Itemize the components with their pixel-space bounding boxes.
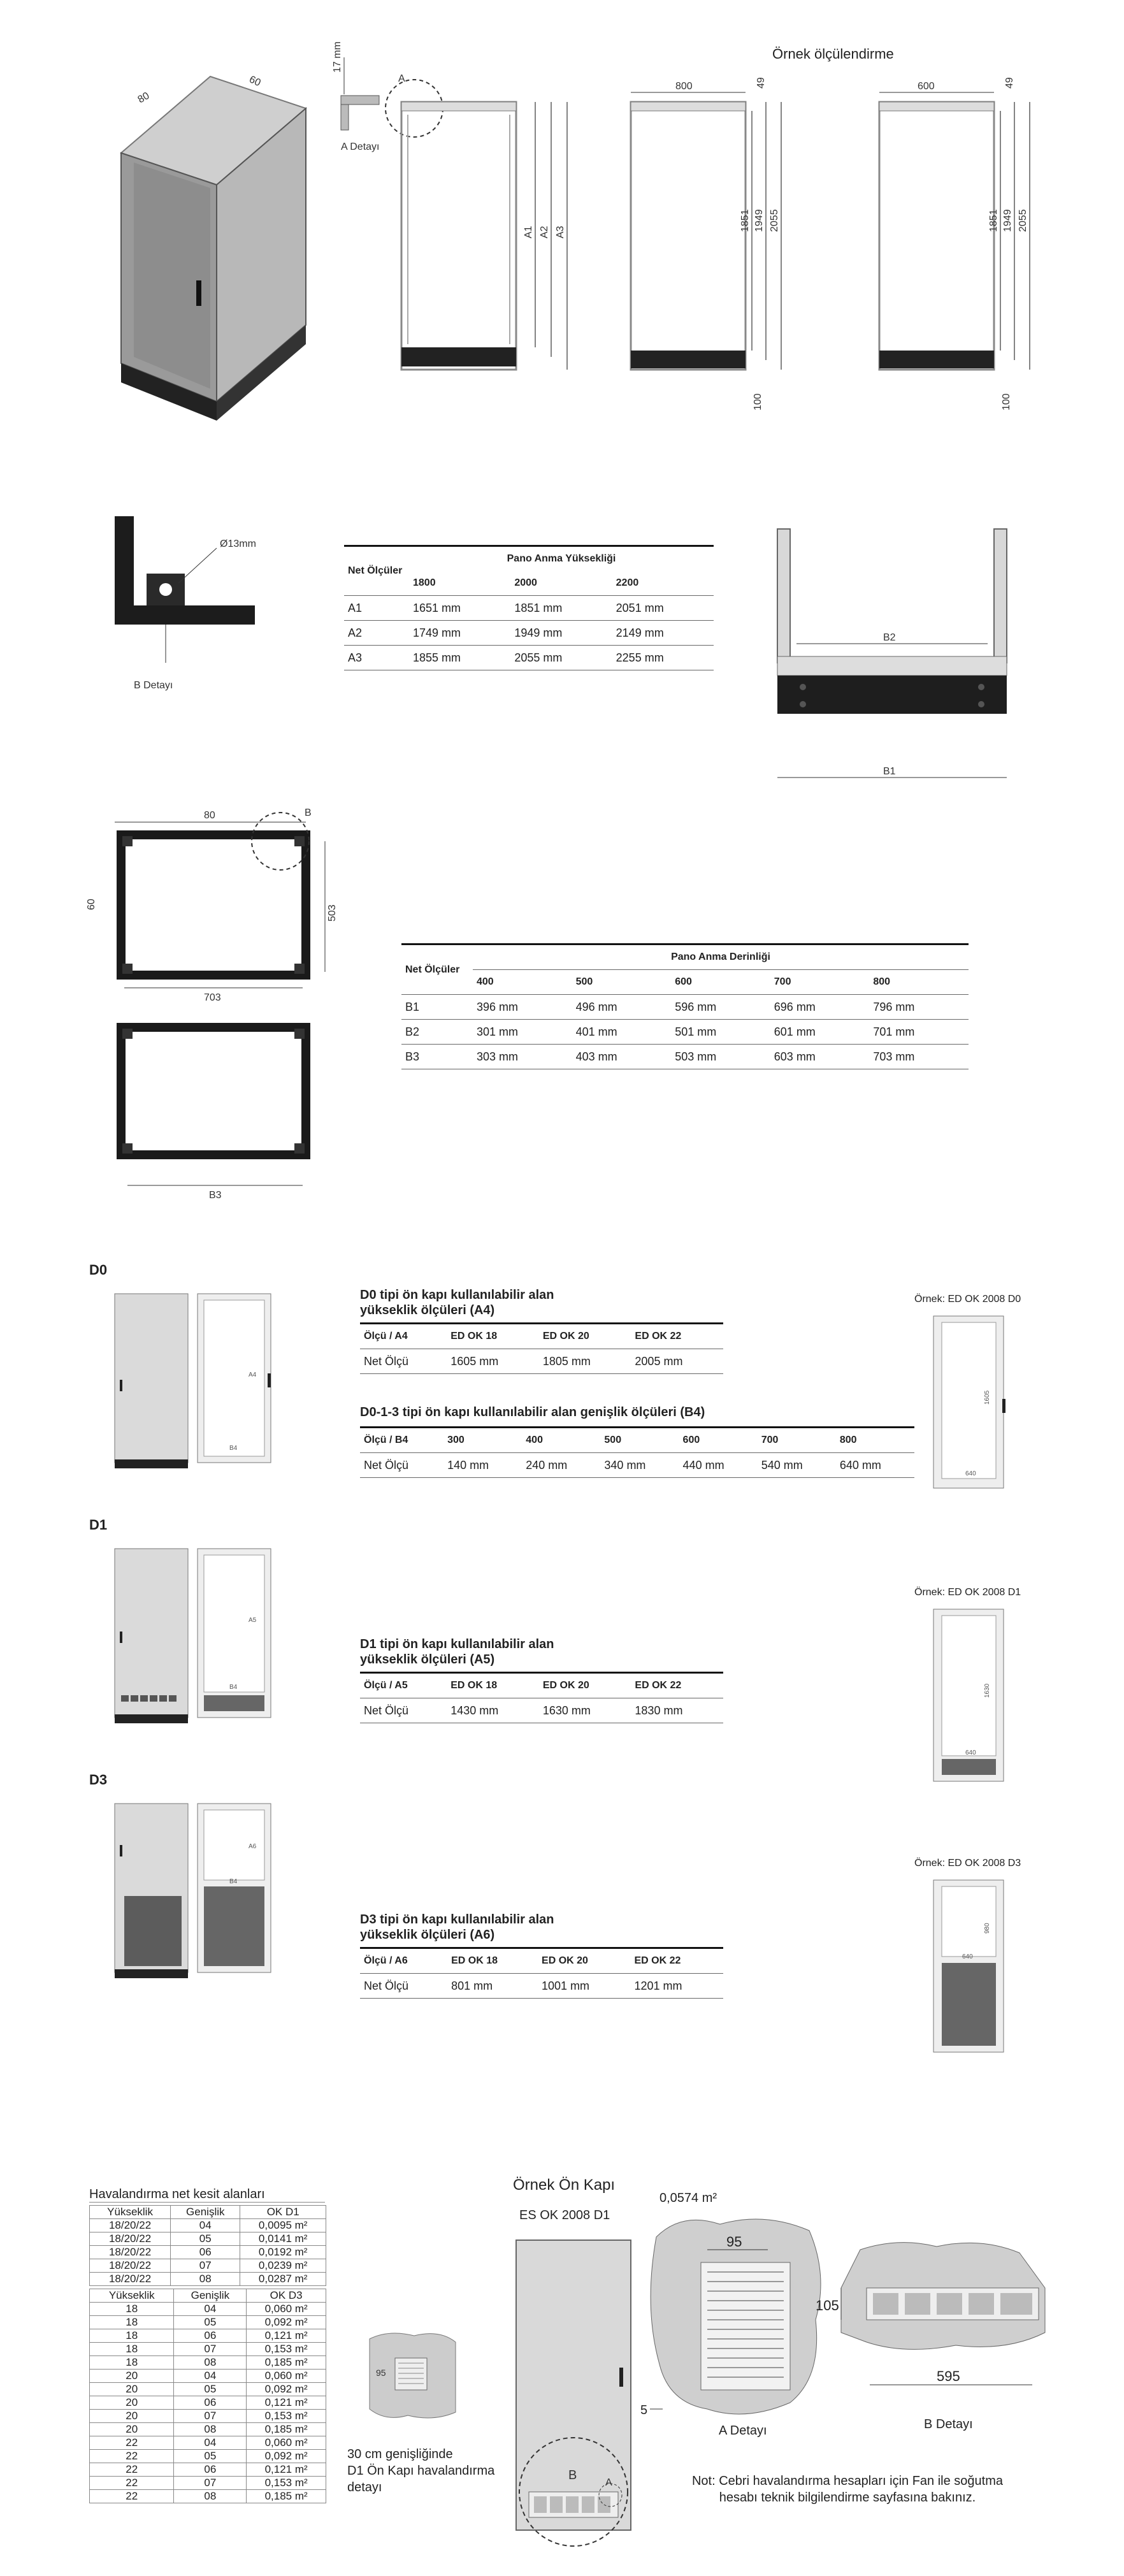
plan-depth-label: 60 xyxy=(86,899,97,910)
b-detail-595: 595 xyxy=(937,2368,960,2384)
d1-example-door xyxy=(930,1606,1020,1784)
a-detail-95: 95 xyxy=(726,2234,742,2250)
svg-text:2055: 2055 xyxy=(769,209,780,232)
svg-text:49: 49 xyxy=(1004,77,1015,89)
example-door-title: Örnek Ön Kapı xyxy=(513,2176,616,2194)
svg-text:49: 49 xyxy=(756,77,767,89)
d0-height-table: Ölçü / A4 ED OK 18 ED OK 20 ED OK 22 Net Ölçü 1605 mm 1805 mm 2005 mm xyxy=(360,1322,723,1374)
svg-text:A1: A1 xyxy=(523,226,534,238)
svg-text:640: 640 xyxy=(962,1953,973,1960)
vent-small-detail xyxy=(363,2326,465,2428)
front-view-600 xyxy=(867,70,1058,427)
side-view-base xyxy=(771,523,1026,797)
plan-b3-label: B3 xyxy=(209,1190,222,1201)
plan-503-label: 503 xyxy=(327,904,338,922)
a-17mm-label: 17 mm xyxy=(332,41,343,73)
a-detail-drawing xyxy=(640,2211,835,2441)
b-detail-vent-drawing xyxy=(816,2237,1070,2441)
svg-text:1851: 1851 xyxy=(740,209,751,232)
d0-width-table: Ölçü / B4 300 400 500 600 700 800 Net Ölçü 140 mm 240 mm 340 mm 440 mm 540 mm 640 mm xyxy=(360,1426,914,1478)
d1-title-2: yükseklik ölçüleri (A5) xyxy=(360,1653,495,1667)
example-door-area: 0,0574 m² xyxy=(659,2191,717,2205)
example-door-model: ES OK 2008 D1 xyxy=(519,2208,610,2222)
d1-label: D1 xyxy=(89,1517,108,1533)
b1-label: B1 xyxy=(883,766,896,777)
vent-caption-2: D1 Ön Kapı havalandırma xyxy=(347,2464,495,2478)
d1-height-table: Ölçü / A5 ED OK 18 ED OK 20 ED OK 22 Net Ölçü 1430 mm 1630 mm 1830 mm xyxy=(360,1672,723,1723)
cabinet-isometric xyxy=(96,45,325,427)
height-table: Net Ölçüler Pano Anma Yüksekliği 1800 2000 2200 A1 1651 mm 1851 mm 2051 mm A2 1749 mm 1949 mm 2149 mm A3 1855 mm 2055 mm 2255 mm xyxy=(344,545,714,670)
svg-text:95: 95 xyxy=(376,2368,386,2378)
b-detail-corner xyxy=(108,510,280,701)
b-detail-105: 105 xyxy=(816,2297,839,2313)
note-line-1: Not: Cebri havalandırma hesapları için Fan ile soğutma xyxy=(691,2474,1004,2488)
plan-view xyxy=(86,803,357,1211)
d1-example-label: Örnek: ED OK 2008 D1 xyxy=(914,1587,1021,1598)
d0-title-2: yükseklik ölçüleri (A4) xyxy=(360,1303,495,1317)
d3-title-1: D3 tipi ön kapı kullanılabilir alan xyxy=(360,1913,554,1927)
svg-text:A4: A4 xyxy=(249,1371,257,1378)
b-detail-caption: B Detayı xyxy=(134,680,173,691)
svg-text:1949: 1949 xyxy=(754,209,765,232)
hole-diameter-label: Ø13mm xyxy=(220,539,256,549)
svg-text:1630: 1630 xyxy=(984,1683,991,1698)
example-dimensioning-title: Örnek ölçülendirme xyxy=(772,46,894,62)
plan-b-tag: B xyxy=(305,807,312,818)
plan-703-label: 703 xyxy=(204,992,221,1003)
svg-text:100: 100 xyxy=(753,393,763,410)
height-row-head: Net Ölçüler xyxy=(344,546,409,596)
d3-label: D3 xyxy=(89,1772,108,1788)
example-door-drawing xyxy=(510,2237,637,2536)
d0-label: D0 xyxy=(89,1262,108,1278)
vent-table: Havalandırma net kesit alanları Yükseklik Genişlik OK D1 18/20/22 04 0,0095 m² 18/20/22 05 0,0141 m² 18/20/22 06 0,0192 m² 18/20/22 07 0,0239 m² 18/20/22 08 0,0287 m² Yükseklik Genişlik OK D3 18 04 0,060 m² 18 05 0,092 m² 18 06 0,121 m² 18 07 0,153 m² 18 08 0,185 m² 20 04 0,060 m² 20 05 0,092 m² 20 06 0,121 m² 20 07 0,153 m² 20 08 0,185 m² 22 04 0,060 m² 22 05 0,092 m² 22 06 0,121 m² 22 07 0,153 m² 22 08 0,185 m² xyxy=(89,2187,326,2503)
width-800-label: 800 xyxy=(675,81,693,92)
door-b-tag: B xyxy=(568,2468,577,2482)
svg-text:A3: A3 xyxy=(555,226,566,238)
svg-text:B4: B4 xyxy=(229,1684,238,1691)
width-600-label: 600 xyxy=(918,81,935,92)
svg-text:100: 100 xyxy=(1001,393,1012,410)
svg-text:A2: A2 xyxy=(539,226,550,238)
d3-example-door xyxy=(930,1877,1020,2055)
door-a-tag: A xyxy=(605,2477,612,2488)
plan-width-label: 80 xyxy=(204,810,215,821)
front-view-800 xyxy=(618,70,809,427)
svg-text:640: 640 xyxy=(965,1470,976,1477)
svg-text:B4: B4 xyxy=(229,1445,238,1452)
cabinet-width-label: 80 xyxy=(136,90,152,106)
d3-example-label: Örnek: ED OK 2008 D3 xyxy=(914,1858,1021,1869)
svg-text:640: 640 xyxy=(965,1749,976,1756)
d0-doors xyxy=(108,1291,287,1482)
svg-text:1851: 1851 xyxy=(988,209,999,232)
d0-title-1: D0 tipi ön kapı kullanılabilir alan xyxy=(360,1288,554,1302)
d0-example-label: Örnek: ED OK 2008 D0 xyxy=(914,1294,1021,1305)
height-group-head: Pano Anma Yüksekliği xyxy=(409,546,714,572)
depth-table: Net Ölçüler Pano Anma Derinliği 400 500 600 700 800 B1 396 mm 496 mm 596 mm 696 mm 796 mm B2 301 mm 401 mm 501 mm 601 mm 701 mm B3 303 mm 403 mm 503 mm 603 mm 703 mm xyxy=(401,943,969,1069)
svg-text:1605: 1605 xyxy=(984,1390,991,1405)
cabinet-depth-label: 60 xyxy=(247,74,263,89)
vent-caption-1: 30 cm genişliğinde xyxy=(347,2447,453,2461)
d3-doors xyxy=(108,1800,287,1992)
svg-text:B4: B4 xyxy=(229,1878,238,1885)
d0-example-door xyxy=(930,1313,1020,1491)
vent-title: Havalandırma net kesit alanları xyxy=(89,2187,325,2203)
svg-text:A6: A6 xyxy=(249,1843,257,1850)
b-detail-caption: B Detayı xyxy=(924,2417,973,2431)
b2-label: B2 xyxy=(883,632,896,643)
a-detail-caption: A Detayı xyxy=(719,2424,767,2438)
a-tag: A xyxy=(398,73,405,84)
d1-doors xyxy=(108,1545,287,1737)
svg-text:2055: 2055 xyxy=(1018,209,1028,232)
svg-text:A5: A5 xyxy=(249,1617,257,1624)
d3-title-2: yükseklik ölçüleri (A6) xyxy=(360,1928,495,1942)
d0-width-title: D0-1-3 tipi ön kapı kullanılabilir alan genişlik ölçüleri (B4) xyxy=(360,1405,705,1419)
note-line-2: hesabı teknik bilgilendirme sayfasına bakınız. xyxy=(719,2491,976,2505)
front-view-generic xyxy=(395,89,586,395)
vent-caption-3: detayı xyxy=(347,2480,382,2494)
svg-text:980: 980 xyxy=(984,1923,991,1934)
a-detail-caption: A Detayı xyxy=(341,141,380,152)
svg-text:1949: 1949 xyxy=(1002,209,1013,232)
a-detail-5: 5 xyxy=(640,2403,648,2417)
d1-title-1: D1 tipi ön kapı kullanılabilir alan xyxy=(360,1637,554,1651)
d3-height-table: Ölçü / A6 ED OK 18 ED OK 20 ED OK 22 Net Ölçü 801 mm 1001 mm 1201 mm xyxy=(360,1947,723,1999)
